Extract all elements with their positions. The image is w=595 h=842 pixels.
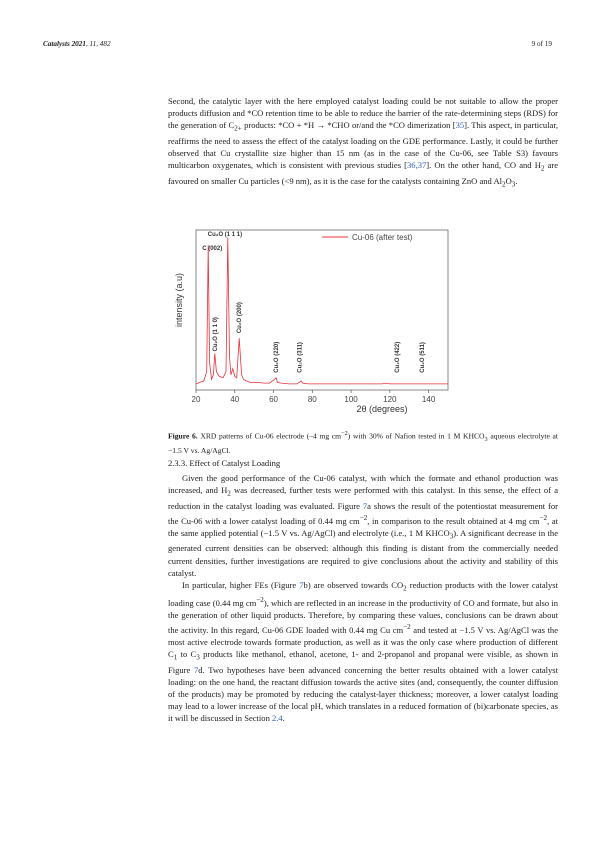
peak-label: Cu₂O (220) (274, 341, 281, 373)
figure-caption: Figure 6. XRD patterns of Cu-06 electrode (–4 mg $cm^{-2}$) with 30% of Nafion tested in 1 M $KHCO_3$ aqueous electrolyte at −1.5 V vs. Ag/AgCl. (168, 430, 558, 456)
section-heading: 2.3.3. Effect of Catalyst Loading (168, 458, 281, 468)
x-tick-label: 80 (307, 395, 317, 404)
x-tick-label: 20 (191, 395, 201, 404)
x-tick-label: 40 (230, 395, 240, 404)
series-line (196, 238, 448, 384)
peak-label: Cu₂O (311) (297, 342, 304, 373)
citation-link[interactable]: 36,37 (407, 159, 427, 170)
legend-label: Cu-06 (after test) (352, 233, 413, 242)
running-header-journal: Catalysts 2021, 11, 482 (43, 40, 111, 48)
citation-link[interactable]: 35 (455, 120, 465, 131)
xrd-figure (172, 222, 552, 422)
section-link[interactable]: 2.4 (271, 713, 283, 724)
peak-label: Cu₂O (1 1 1) (207, 232, 243, 239)
peak-label: Cu₂O (1 1 0) (212, 317, 219, 352)
plot-frame (196, 230, 448, 390)
x-axis-label: 2θ (degrees) (356, 404, 408, 414)
figure-link[interactable]: 7 (362, 500, 368, 511)
running-header-page: 9 of 19 (531, 40, 552, 48)
figure-link[interactable]: 7 (299, 579, 304, 590)
x-tick-label: 140 (421, 395, 436, 404)
y-axis-label: intensity (a.u) (174, 272, 184, 328)
paragraph-2: Given the good performance of the Cu-06 catalyst, with which the formate and ethanol production was increased, and $H_2$ was decreased, further tests were performed with this catalyst. In this sense, the effect of a reduction in the catalyst loading was evaluated. Figure 7a shows the result of the potentiostat measurement for the Cu-06 with a lower catalyst loading of 0.44 mg $cm^{-2}$, in comparison to the result obtained at 4 mg $cm^{-2}$, at the same applied potential (−1.5 V vs. Ag/AgCl) and electrolyte (i.e., 1 M $KHCO_3$). A significant decrease in the generated current densities can be observed: although this finding is distant from the commercially needed current densities, further investigations are required to give conclusions about the activity and stability of this catalyst. In particular, higher FEs (Figure 7b) are observed towards $CO_2$ reduction products with the lower catalyst loading case (0.44 mg $cm^{-2}$), which are reflected in an increase in the productivity of CO and formate, but also in the generation of other liquid products. Therefore, by comparing these values, conclusions can be drawn about the activity. In this regard, Cu-06 GDE loaded with 0.44 mg Cu $cm^{-2}$ and tested at −1.5 V vs. Ag/AgCl was the most active electrode towards formate production, as well as it was the only case where production of different $C_1$ to $C_3$ products like methanol, ethanol, acetone, 1- and 2-propanol and propanal were visible, as shown in Figure 7d. Two hypotheses have been advanced concerning the better results obtained with a lower catalyst loading: on the one hand, the reactant diffusion towards the active sites (and, consequently, the counter diffusion of the products) may be promoted by reducing the catalyst-layer thickness; moreover, a lower catalyst loading may lead to a lower increase of the local pH, which translates in a reduced formation of (bi)carbonate species, as it will be discussed in Section 2.4. (168, 473, 559, 724)
paragraph-1: Second, the catalytic layer with the here employed catalyst loading could be not suitable to allow the proper products diffusion and *CO retention time to be able to reduce the barrier of the rate-determining steps (RDS) for the generation of $C_{2+}$ products: *CO + *H → *CHO or/and the *CO dimerization [35]. This aspect, in particular, reaffirms the need to assess the effect of the catalyst loading on the GDE performance. Lastly, it could be further observed that Cu crystallite size higher than 15 nm (as in the case of the Cu-06, see Table S3) favours multicarbon oxygenates, which is consistent with previous studies [36,37]. On the other hand, CO and $H_2$ are favoured on smaller Cu particles (<9 nm), as it is the case for the catalysts containing ZnO and $Al_2O_3$. (168, 96, 559, 189)
peak-label: Cu₂O (422) (395, 341, 402, 373)
peak-label: C (002) (202, 245, 223, 252)
x-tick-label: 120 (383, 395, 397, 404)
peak-label: Cu₂O (511) (419, 342, 426, 373)
xrd-chart (172, 222, 552, 422)
figure-link[interactable]: 7 (194, 665, 199, 675)
x-tick-label: 60 (269, 395, 278, 404)
peak-label: Cu₂O (200) (237, 302, 244, 334)
x-tick-label: 100 (344, 395, 358, 404)
